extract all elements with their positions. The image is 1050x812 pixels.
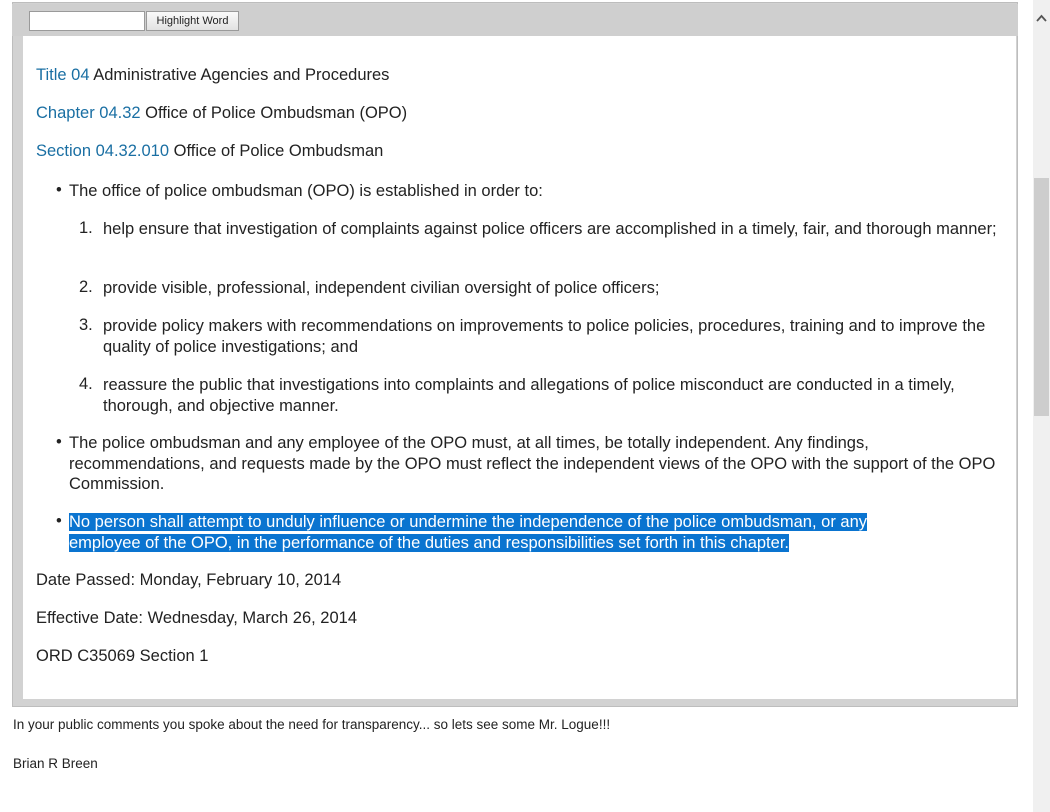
- chapter-link[interactable]: Chapter 04.32: [36, 104, 141, 122]
- title-text: Administrative Agencies and Procedures: [93, 66, 390, 84]
- highlight-word-button[interactable]: Highlight Word: [146, 11, 239, 31]
- item-number: 2.: [79, 278, 93, 296]
- selected-text-line-2: employee of the OPO, in the performance of the duties and responsibilities set forth in this chapter.: [69, 533, 789, 552]
- scrollbar-thumb[interactable]: [1034, 178, 1049, 416]
- item-number: 3.: [79, 316, 93, 334]
- highlight-search-input[interactable]: [29, 11, 145, 31]
- item-text-2: provide visible, professional, independent civilian oversight of police officers;: [103, 279, 660, 297]
- viewer-toolbar: [12, 4, 1018, 36]
- item-number: 1.: [79, 219, 93, 237]
- title-link[interactable]: Title 04: [36, 66, 90, 84]
- signature: Brian R Breen: [13, 756, 98, 771]
- chapter-text: Office of Police Ombudsman (OPO): [145, 104, 408, 122]
- bullet-marker: •: [56, 512, 62, 530]
- item-text-1: help ensure that investigation of complaints against police officers are accomplished in a timely, fair, and thorough manner;: [103, 220, 997, 238]
- chevron-up-icon[interactable]: [1034, 6, 1049, 30]
- item-text-4: reassure the public that investigations into complaints and allegations of police misconduct are conducted in a timely, thorough, and objective manner.: [103, 376, 955, 415]
- chapter-heading: [36, 104, 407, 123]
- bullet-marker: •: [56, 181, 62, 199]
- section-link[interactable]: Section 04.32.010: [36, 142, 170, 160]
- date-passed: Date Passed: Monday, February 10, 2014: [36, 571, 342, 589]
- selected-text-line-1: No person shall attempt to unduly influence or undermine the independence of the police ombudsman, or any: [69, 513, 868, 531]
- section-heading: [36, 142, 383, 161]
- bullet-marker: •: [56, 433, 62, 451]
- section-text: Office of Police Ombudsman: [173, 142, 384, 160]
- document-content: [23, 36, 1016, 699]
- item-text-3: provide policy makers with recommendations on improvements to police policies, procedures, training and to improve the quality of police investigations; and: [103, 317, 986, 356]
- bullet-text-2: The police ombudsman and any employee of the OPO must, at all times, be totally independent. Any findings, recommendations, and requests made by the OPO must reflect the independent views of the OPO with the support of the OPO Commission.: [69, 434, 996, 493]
- bullet-text-3-selected[interactable]: [69, 512, 1004, 553]
- title-heading: [36, 66, 389, 85]
- comment-text: In your public comments you spoke about the need for transparency... so lets see some Mr. Logue!!!: [13, 717, 611, 732]
- item-number: 4.: [79, 375, 93, 393]
- bullet-text-1: The office of police ombudsman (OPO) is established in order to:: [69, 182, 543, 200]
- ordinance-reference: ORD C35069 Section 1: [36, 647, 209, 665]
- effective-date: Effective Date: Wednesday, March 26, 2014: [36, 609, 358, 627]
